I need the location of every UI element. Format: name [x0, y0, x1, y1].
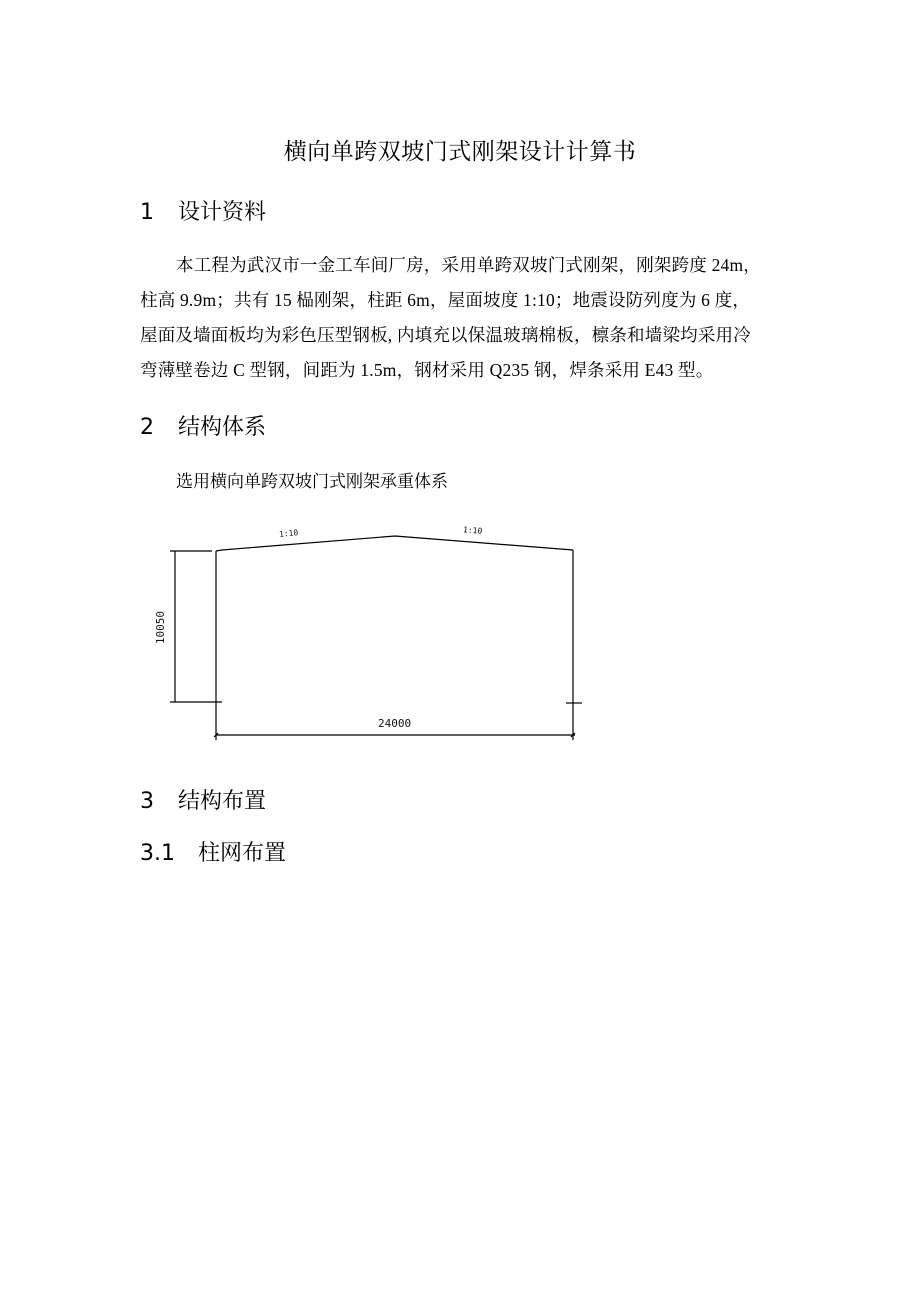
section-heading-1: [140, 195, 266, 226]
section-heading-2: [140, 410, 266, 441]
span-dimension-left-tick: [214, 733, 218, 737]
paragraph-line: 屋面及墙面板均为彩色压型钢板, 内填充以保温玻璃棉板，檩条和墙梁均采用冷: [140, 325, 751, 345]
paragraph-line: 柱高 9.9m；共有 15 榀刚架，柱距 6m，屋面坡度 1:10；地震设防列度为 6 度，: [140, 290, 751, 310]
left-slope-label: 1:10: [278, 528, 299, 539]
section-number: 3.1: [140, 841, 175, 866]
span-dimension-label: 24000: [378, 717, 412, 730]
roof-rafters: [216, 536, 573, 551]
section-title: 柱网布置: [198, 841, 287, 866]
section-number: 3: [140, 789, 154, 814]
section-number: 1: [140, 200, 154, 225]
paragraph-line: 弯薄壁卷边 C 型钢，间距为 1.5m，钢材采用 Q235 钢，焊条采用 E43 型。: [140, 360, 714, 380]
paragraph-line: 本工程为武汉市一金工车间厂房，采用单跨双坡门式刚架，刚架跨度 24m，: [176, 255, 761, 275]
section-title: 设计资料: [178, 200, 267, 225]
right-slope-label: 1:10: [462, 525, 483, 536]
document-title: 横向单跨双坡门式刚架设计计算书: [283, 139, 637, 165]
section-heading-3: [140, 784, 266, 815]
section-heading-3-1: [140, 836, 286, 867]
section-title: 结构体系: [178, 415, 267, 440]
section-title: 结构布置: [178, 789, 267, 814]
span-dimension-right-tick: [571, 733, 575, 737]
section-number: 2: [140, 415, 154, 440]
design-data-paragraph: [140, 248, 790, 388]
height-dimension-label: 10050: [154, 610, 168, 645]
structure-system-caption: 选用横向单跨双坡门式刚架承重体系: [176, 472, 448, 491]
